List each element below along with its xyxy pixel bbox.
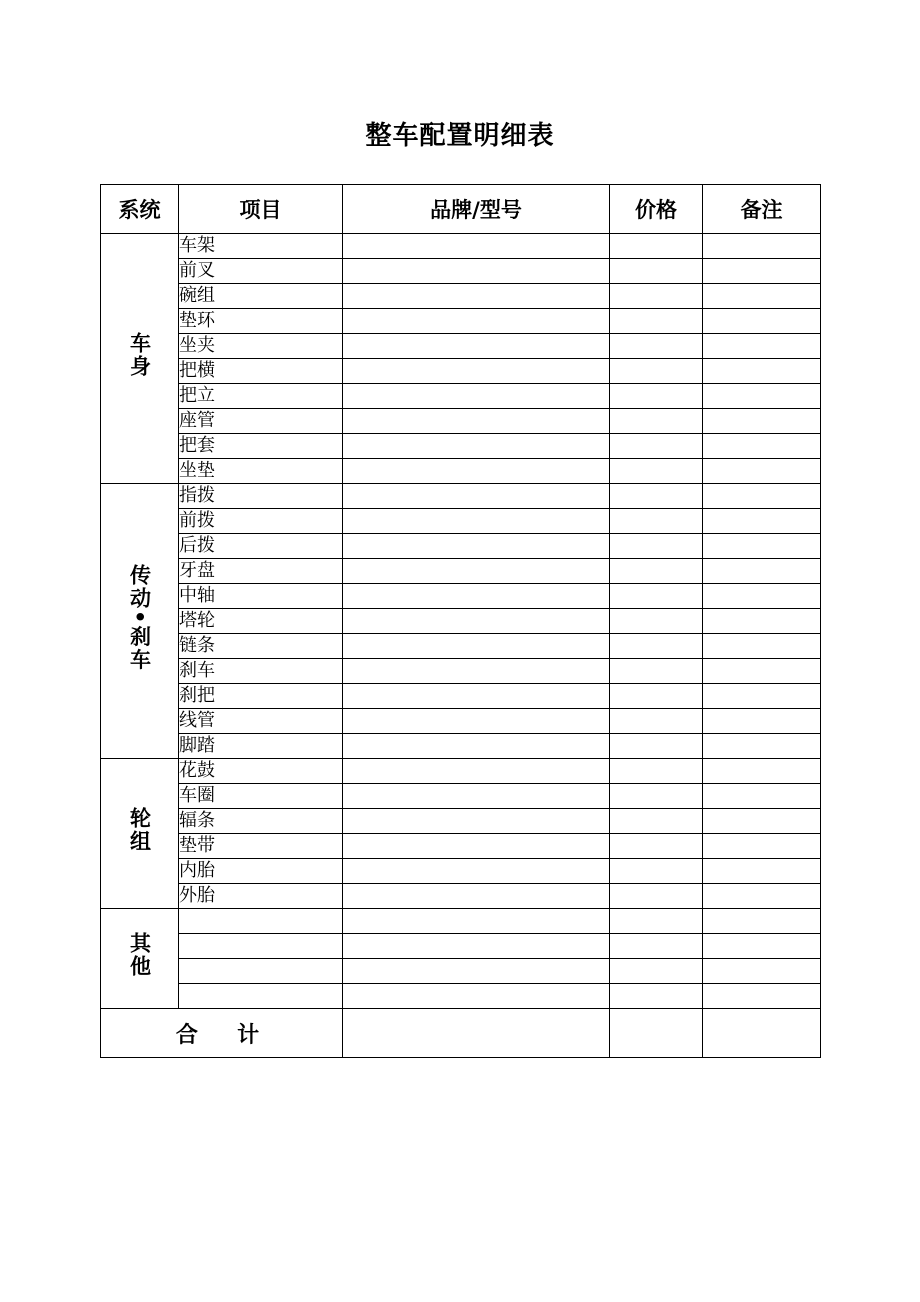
total-price-cell[interactable] — [610, 1009, 703, 1058]
item-cell: 辐条 — [179, 809, 343, 834]
price-cell[interactable] — [610, 684, 703, 709]
item-cell: 把套 — [179, 434, 343, 459]
remarks-cell[interactable] — [703, 784, 821, 809]
price-cell[interactable] — [610, 559, 703, 584]
table-row — [101, 759, 821, 784]
remarks-cell[interactable] — [703, 534, 821, 559]
remarks-cell[interactable] — [703, 409, 821, 434]
table-row — [101, 409, 821, 434]
brand-model-cell[interactable] — [343, 309, 610, 334]
brand-model-cell[interactable] — [343, 459, 610, 484]
remarks-cell[interactable] — [703, 634, 821, 659]
remarks-cell[interactable] — [703, 334, 821, 359]
table-row — [101, 684, 821, 709]
remarks-cell[interactable] — [703, 609, 821, 634]
brand-model-cell[interactable] — [343, 809, 610, 834]
item-cell: 把横 — [179, 359, 343, 384]
price-cell[interactable] — [610, 259, 703, 284]
system-group-label: 轮组 — [127, 807, 152, 853]
price-cell[interactable] — [610, 534, 703, 559]
price-cell[interactable] — [610, 884, 703, 909]
remarks-cell[interactable] — [703, 584, 821, 609]
brand-model-cell[interactable] — [343, 259, 610, 284]
item-cell: 车圈 — [179, 784, 343, 809]
remarks-cell[interactable] — [703, 859, 821, 884]
price-cell[interactable] — [610, 584, 703, 609]
remarks-cell[interactable] — [703, 734, 821, 759]
item-cell: 脚踏 — [179, 734, 343, 759]
item-cell: 前拨 — [179, 509, 343, 534]
table-row — [101, 859, 821, 884]
remarks-cell[interactable] — [703, 909, 821, 934]
brand-model-cell[interactable] — [343, 709, 610, 734]
brand-model-cell[interactable] — [343, 284, 610, 309]
table-row — [101, 484, 821, 509]
item-cell: 刹车 — [179, 659, 343, 684]
remarks-cell[interactable] — [703, 709, 821, 734]
system-group-cell — [101, 234, 179, 484]
price-cell[interactable] — [610, 784, 703, 809]
brand-model-cell[interactable] — [343, 984, 610, 1009]
brand-model-cell[interactable] — [343, 759, 610, 784]
item-cell: 内胎 — [179, 859, 343, 884]
remarks-cell[interactable] — [703, 259, 821, 284]
price-cell[interactable] — [610, 334, 703, 359]
brand-model-cell[interactable] — [343, 659, 610, 684]
remarks-cell[interactable] — [703, 684, 821, 709]
header-remarks: 备注 — [703, 185, 821, 234]
table-row — [101, 359, 821, 384]
price-cell[interactable] — [610, 934, 703, 959]
system-group-cell — [101, 484, 179, 759]
item-cell: 牙盘 — [179, 559, 343, 584]
total-remarks-cell[interactable] — [703, 1009, 821, 1058]
remarks-cell[interactable] — [703, 359, 821, 384]
item-cell — [179, 959, 343, 984]
brand-model-cell[interactable] — [343, 509, 610, 534]
table-row — [101, 734, 821, 759]
item-cell — [179, 909, 343, 934]
system-group-cell — [101, 759, 179, 909]
brand-model-cell[interactable] — [343, 409, 610, 434]
header-system: 系统 — [101, 185, 179, 234]
brand-model-cell[interactable] — [343, 609, 610, 634]
table-row — [101, 984, 821, 1009]
item-cell: 线管 — [179, 709, 343, 734]
item-cell: 指拨 — [179, 484, 343, 509]
brand-model-cell[interactable] — [343, 334, 610, 359]
remarks-cell[interactable] — [703, 559, 821, 584]
item-cell: 前叉 — [179, 259, 343, 284]
price-cell[interactable] — [610, 384, 703, 409]
table-row — [101, 809, 821, 834]
total-label: 合 计 — [101, 1009, 343, 1058]
total-brand-model-cell[interactable] — [343, 1009, 610, 1058]
price-cell[interactable] — [610, 984, 703, 1009]
remarks-cell[interactable] — [703, 284, 821, 309]
item-cell: 刹把 — [179, 684, 343, 709]
brand-model-cell[interactable] — [343, 684, 610, 709]
price-cell[interactable] — [610, 634, 703, 659]
brand-model-cell[interactable] — [343, 884, 610, 909]
item-cell: 坐夹 — [179, 334, 343, 359]
document-title: 整车配置明细表 — [365, 121, 555, 151]
item-cell: 垫环 — [179, 309, 343, 334]
item-cell — [179, 984, 343, 1009]
item-cell: 塔轮 — [179, 609, 343, 634]
brand-model-cell[interactable] — [343, 859, 610, 884]
price-cell[interactable] — [610, 434, 703, 459]
remarks-cell[interactable] — [703, 459, 821, 484]
remarks-cell[interactable] — [703, 884, 821, 909]
table-body — [101, 234, 821, 1009]
price-cell[interactable] — [610, 834, 703, 859]
brand-model-cell[interactable] — [343, 559, 610, 584]
table-row — [101, 434, 821, 459]
system-group-label: 车身 — [127, 332, 152, 378]
remarks-cell[interactable] — [703, 234, 821, 259]
table-row — [101, 934, 821, 959]
table-row — [101, 284, 821, 309]
remarks-cell[interactable] — [703, 809, 821, 834]
remarks-cell[interactable] — [703, 384, 821, 409]
brand-model-cell[interactable] — [343, 584, 610, 609]
item-cell: 座管 — [179, 409, 343, 434]
table-row — [101, 709, 821, 734]
remarks-cell[interactable] — [703, 659, 821, 684]
table-row — [101, 234, 821, 259]
price-cell[interactable] — [610, 409, 703, 434]
price-cell[interactable] — [610, 809, 703, 834]
table-row — [101, 509, 821, 534]
brand-model-cell[interactable] — [343, 959, 610, 984]
brand-model-cell[interactable] — [343, 434, 610, 459]
price-cell[interactable] — [610, 309, 703, 334]
item-cell: 链条 — [179, 634, 343, 659]
remarks-cell[interactable] — [703, 834, 821, 859]
price-cell[interactable] — [610, 234, 703, 259]
brand-model-cell[interactable] — [343, 234, 610, 259]
table-row — [101, 834, 821, 859]
system-group-label: 其他 — [127, 932, 152, 978]
price-cell[interactable] — [610, 709, 703, 734]
remarks-cell[interactable] — [703, 309, 821, 334]
configuration-table — [100, 184, 821, 1058]
table-row — [101, 384, 821, 409]
price-cell[interactable] — [610, 359, 703, 384]
brand-model-cell[interactable] — [343, 484, 610, 509]
system-group-cell — [101, 909, 179, 1009]
price-cell[interactable] — [610, 859, 703, 884]
item-cell: 花鼓 — [179, 759, 343, 784]
system-group-label: 传动•刹车 — [127, 563, 152, 672]
brand-model-cell[interactable] — [343, 909, 610, 934]
item-cell: 外胎 — [179, 884, 343, 909]
table-row — [101, 959, 821, 984]
price-cell[interactable] — [610, 284, 703, 309]
remarks-cell[interactable] — [703, 434, 821, 459]
brand-model-cell[interactable] — [343, 784, 610, 809]
price-cell[interactable] — [610, 459, 703, 484]
total-row — [101, 1009, 821, 1058]
header-item: 项目 — [179, 185, 343, 234]
table-row — [101, 459, 821, 484]
price-cell[interactable] — [610, 734, 703, 759]
item-cell: 垫带 — [179, 834, 343, 859]
remarks-cell[interactable] — [703, 484, 821, 509]
brand-model-cell[interactable] — [343, 384, 610, 409]
price-cell[interactable] — [610, 759, 703, 784]
table-row — [101, 784, 821, 809]
brand-model-cell[interactable] — [343, 934, 610, 959]
table-row — [101, 884, 821, 909]
table-row — [101, 334, 821, 359]
table-row — [101, 909, 821, 934]
remarks-cell[interactable] — [703, 509, 821, 534]
table-row — [101, 259, 821, 284]
brand-model-cell[interactable] — [343, 834, 610, 859]
price-cell[interactable] — [610, 959, 703, 984]
remarks-cell[interactable] — [703, 934, 821, 959]
table-row — [101, 659, 821, 684]
header-price: 价格 — [610, 185, 703, 234]
item-cell: 后拨 — [179, 534, 343, 559]
table-row — [101, 609, 821, 634]
item-cell: 车架 — [179, 234, 343, 259]
price-cell[interactable] — [610, 509, 703, 534]
brand-model-cell[interactable] — [343, 734, 610, 759]
item-cell: 中轴 — [179, 584, 343, 609]
item-cell: 把立 — [179, 384, 343, 409]
price-cell[interactable] — [610, 659, 703, 684]
remarks-cell[interactable] — [703, 959, 821, 984]
table-row — [101, 534, 821, 559]
price-cell[interactable] — [610, 609, 703, 634]
table-row — [101, 559, 821, 584]
header-brand-model: 品牌/型号 — [343, 185, 610, 234]
remarks-cell[interactable] — [703, 759, 821, 784]
item-cell: 碗组 — [179, 284, 343, 309]
brand-model-cell[interactable] — [343, 359, 610, 384]
remarks-cell[interactable] — [703, 984, 821, 1009]
table-row — [101, 584, 821, 609]
table-row — [101, 309, 821, 334]
price-cell[interactable] — [610, 484, 703, 509]
header-row — [101, 185, 821, 234]
item-cell: 坐垫 — [179, 459, 343, 484]
price-cell[interactable] — [610, 909, 703, 934]
brand-model-cell[interactable] — [343, 534, 610, 559]
table-row — [101, 634, 821, 659]
brand-model-cell[interactable] — [343, 634, 610, 659]
item-cell — [179, 934, 343, 959]
